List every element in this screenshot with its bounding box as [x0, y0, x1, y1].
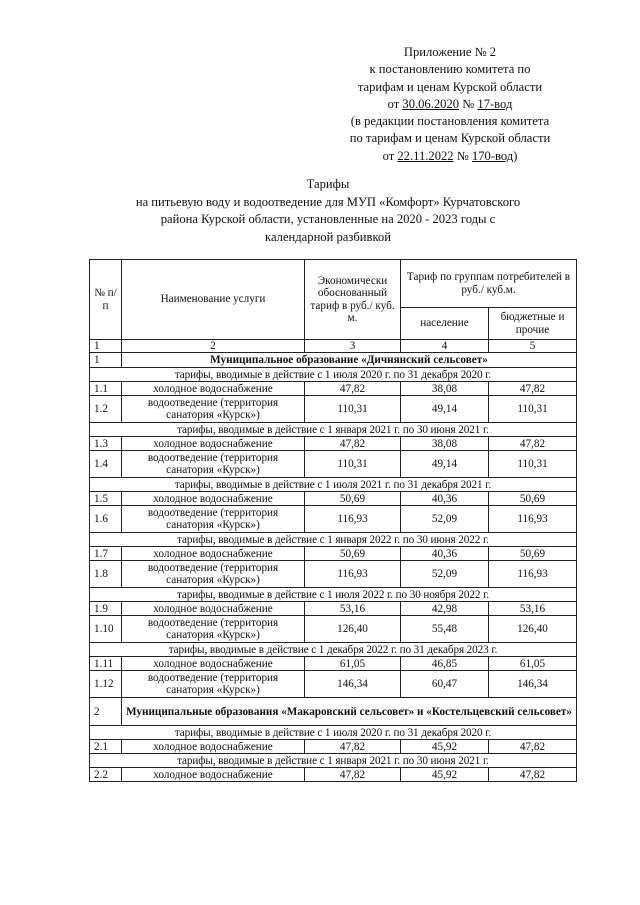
budget-tariff-value: 110,31 — [489, 451, 577, 478]
appendix-text: от — [387, 96, 403, 111]
appendix-text: № — [459, 96, 478, 111]
population-tariff-value: 52,09 — [401, 506, 489, 533]
service-name: водоотведение (территория санатория «Курск») — [122, 396, 305, 423]
period-row — [90, 754, 577, 768]
appendix-line: (в редакции постановления комитета — [350, 114, 550, 129]
appendix-text: от — [382, 148, 398, 163]
table-row — [90, 382, 577, 396]
period-label: тарифы, вводимые в действие с 1 декабря 2022 г. по 31 декабря 2023 г. — [90, 643, 577, 657]
econ-tariff-value: 126,40 — [305, 616, 401, 643]
header-row — [90, 260, 577, 308]
service-name: холодное водоснабжение — [122, 602, 305, 616]
budget-tariff-value: 61,05 — [489, 657, 577, 671]
econ-tariff-value: 47,82 — [305, 768, 401, 782]
title-line: Тарифы — [306, 177, 350, 191]
title-line: района Курской области, установленные на 2020 - 2023 годы с — [160, 212, 496, 226]
econ-tariff-value: 116,93 — [305, 506, 401, 533]
section-number: 1 — [90, 353, 122, 368]
period-label: тарифы, вводимые в действие с 1 июля 2020 г. по 31 декабря 2020 г. — [90, 726, 577, 740]
tariff-table — [89, 259, 577, 782]
period-label: тарифы, вводимые в действие с 1 июля 2021 г. по 31 декабря 2021 г. — [90, 478, 577, 492]
appendix-line — [300, 148, 600, 165]
service-name: холодное водоснабжение — [122, 547, 305, 561]
table-row — [90, 616, 577, 643]
econ-tariff-value: 47,82 — [305, 437, 401, 451]
appendix-block — [300, 44, 600, 165]
population-tariff-value: 60,47 — [401, 671, 489, 698]
section-row — [90, 353, 577, 368]
row-number: 1.9 — [90, 602, 122, 616]
population-tariff-value: 45,92 — [401, 740, 489, 754]
period-row — [90, 643, 577, 657]
row-number: 1.8 — [90, 561, 122, 588]
period-label: тарифы, вводимые в действие с 1 июля 2022 г. по 30 ноября 2022 г. — [90, 588, 577, 602]
appendix-line: тарифам и ценам Курской области — [357, 79, 543, 94]
econ-tariff-value: 146,34 — [305, 671, 401, 698]
budget-tariff-value: 47,82 — [489, 740, 577, 754]
period-label: тарифы, вводимые в действие с 1 января 2022 г. по 30 июня 2022 г. — [90, 533, 577, 547]
header-num: № п/п — [90, 260, 122, 340]
service-name: водоотведение (территория санатория «Курск») — [122, 451, 305, 478]
population-tariff-value: 49,14 — [401, 451, 489, 478]
column-number: 4 — [401, 340, 489, 353]
row-number: 1.3 — [90, 437, 122, 451]
econ-tariff-value: 110,31 — [305, 396, 401, 423]
header-budget: бюджетные и прочие — [489, 308, 577, 340]
budget-tariff-value: 126,40 — [489, 616, 577, 643]
econ-tariff-value: 47,82 — [305, 740, 401, 754]
table-row — [90, 657, 577, 671]
period-row — [90, 588, 577, 602]
population-tariff-value: 45,92 — [401, 768, 489, 782]
title-line: на питьевую воду и водоотведение для МУП «Комфорт» Курчатовского — [135, 194, 521, 209]
table-row — [90, 451, 577, 478]
econ-tariff-value: 47,82 — [305, 382, 401, 396]
table-row — [90, 740, 577, 754]
row-number: 1.6 — [90, 506, 122, 533]
budget-tariff-value: 50,69 — [489, 492, 577, 506]
period-row — [90, 368, 577, 382]
budget-tariff-value: 47,82 — [489, 768, 577, 782]
econ-tariff-value: 50,69 — [305, 492, 401, 506]
econ-tariff-value: 110,31 — [305, 451, 401, 478]
period-label: тарифы, вводимые в действие с 1 июля 2020 г. по 31 декабря 2020 г. — [90, 368, 577, 382]
appendix-number: 17-вод — [477, 96, 513, 111]
header-population: население — [401, 308, 489, 340]
row-number: 2.1 — [90, 740, 122, 754]
population-tariff-value: 49,14 — [401, 396, 489, 423]
appendix-line: Приложение № 2 — [403, 45, 497, 59]
row-number: 1.4 — [90, 451, 122, 478]
table-row — [90, 437, 577, 451]
appendix-line — [300, 96, 600, 113]
period-label: тарифы, вводимые в действие с 1 января 2021 г. по 30 июня 2021 г. — [90, 754, 577, 768]
section-name: Муниципальное образование «Дичнянский сельсовет» — [122, 353, 577, 368]
population-tariff-value: 40,36 — [401, 492, 489, 506]
section-name: Муниципальные образования «Макаровский сельсовет» и «Костельцевский сельсовет» — [122, 698, 577, 726]
section-number: 2 — [90, 698, 122, 726]
column-number: 5 — [489, 340, 577, 353]
appendix-line: к постановлению комитета по — [369, 62, 531, 77]
population-tariff-value: 38,08 — [401, 437, 489, 451]
service-name: водоотведение (территория санатория «Курск») — [122, 561, 305, 588]
budget-tariff-value: 47,82 — [489, 437, 577, 451]
econ-tariff-value: 50,69 — [305, 547, 401, 561]
appendix-date: 22.11.2022 — [397, 148, 454, 163]
table-row — [90, 671, 577, 698]
service-name: холодное водоснабжение — [122, 768, 305, 782]
header-service: Наименование услуги — [122, 260, 305, 340]
row-number: 1.7 — [90, 547, 122, 561]
table-row — [90, 602, 577, 616]
appendix-date: 30.06.2020 — [402, 96, 460, 111]
row-number: 1.1 — [90, 382, 122, 396]
population-tariff-value: 40,36 — [401, 547, 489, 561]
period-label: тарифы, вводимые в действие с 1 января 2021 г. по 30 июня 2021 г. — [90, 423, 577, 437]
budget-tariff-value: 116,93 — [489, 561, 577, 588]
service-name: холодное водоснабжение — [122, 492, 305, 506]
period-row — [90, 478, 577, 492]
budget-tariff-value: 47,82 — [489, 382, 577, 396]
period-row — [90, 726, 577, 740]
econ-tariff-value: 53,16 — [305, 602, 401, 616]
appendix-number: 170-вод — [471, 148, 514, 163]
appendix-line: по тарифам и ценам Курской области — [349, 131, 551, 146]
header-econ-tariff: Экономически обоснованный тариф в руб./ куб. м. — [305, 260, 401, 340]
table-row — [90, 561, 577, 588]
budget-tariff-value: 110,31 — [489, 396, 577, 423]
table-row — [90, 492, 577, 506]
population-tariff-value: 55,48 — [401, 616, 489, 643]
column-number-row — [90, 340, 577, 353]
service-name: водоотведение (территория санатория «Курск») — [122, 671, 305, 698]
table-row — [90, 396, 577, 423]
appendix-text: № — [453, 148, 472, 163]
row-number: 1.2 — [90, 396, 122, 423]
section-row — [90, 698, 577, 726]
period-row — [90, 533, 577, 547]
population-tariff-value: 42,98 — [401, 602, 489, 616]
service-name: водоотведение (территория санатория «Курск») — [122, 616, 305, 643]
column-number: 1 — [90, 340, 122, 353]
budget-tariff-value: 116,93 — [489, 506, 577, 533]
service-name: холодное водоснабжение — [122, 657, 305, 671]
title-line: календарной разбивкой — [265, 229, 391, 244]
row-number: 1.10 — [90, 616, 122, 643]
table-row — [90, 506, 577, 533]
econ-tariff-value: 61,05 — [305, 657, 401, 671]
budget-tariff-value: 50,69 — [489, 547, 577, 561]
population-tariff-value: 46,85 — [401, 657, 489, 671]
econ-tariff-value: 116,93 — [305, 561, 401, 588]
budget-tariff-value: 53,16 — [489, 602, 577, 616]
population-tariff-value: 38,08 — [401, 382, 489, 396]
service-name: водоотведение (территория санатория «Курск») — [122, 506, 305, 533]
row-number: 1.11 — [90, 657, 122, 671]
table-row — [90, 547, 577, 561]
row-number: 2.2 — [90, 768, 122, 782]
header-consumer-groups: Тариф по группам потребителей в руб./ куб.м. — [401, 260, 577, 308]
column-number: 3 — [305, 340, 401, 353]
row-number: 1.12 — [90, 671, 122, 698]
budget-tariff-value: 146,34 — [489, 671, 577, 698]
appendix-text: ) — [513, 148, 518, 163]
row-number: 1.5 — [90, 492, 122, 506]
period-row — [90, 423, 577, 437]
service-name: холодное водоснабжение — [122, 382, 305, 396]
service-name: холодное водоснабжение — [122, 437, 305, 451]
population-tariff-value: 52,09 — [401, 561, 489, 588]
tariff-table-body — [90, 260, 577, 782]
service-name: холодное водоснабжение — [122, 740, 305, 754]
column-number: 2 — [122, 340, 305, 353]
table-row — [90, 768, 577, 782]
document-title — [70, 176, 586, 246]
